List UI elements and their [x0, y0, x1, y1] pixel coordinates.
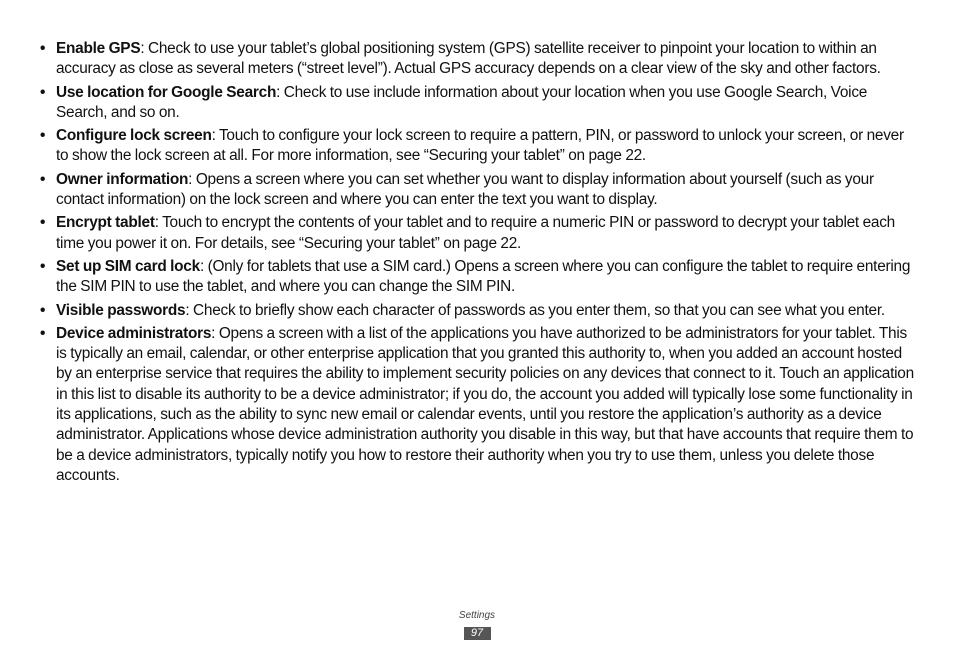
item-description: : Check to use your tablet’s global positioning system (GPS) satellite receiver to pinpoint your location to within an accuracy as close as several meters (“street level”). Actual GPS accuracy depends on a clear view of the sky and other factors.: [56, 40, 881, 78]
bullet-icon: •: [40, 127, 46, 145]
page-number-badge: 97: [464, 627, 491, 640]
item-description: : Opens a screen with a list of the applications you have authorized to be administrators for your tablet. This is typically an email, calendar, or other enterprise application that you granted this authority to, when you added an account hosted by an enterprise service that requires the ability to implement security policies on any devices that connect to it. Touch an application in this list to disable its authority to be a device administrator; if you do, the account you added will typically lose some functionality in its applications, such as the ability to sync new email or calendar events, until you restore the application’s authority as a device administrator. Applications whose device administration authority you disable in this way, but that have accounts that require them to be a device administrators, typically notify you how to restore their authority when you try to use them, unless you delete those accounts.: [56, 324, 914, 484]
document-body: [36, 39, 916, 489]
item-description: : Opens a screen where you can set whether you want to display information about yourself (such as your contact information) on the lock screen and where you can enter the text you want to display.: [56, 170, 874, 209]
bullet-icon: •: [40, 257, 46, 275]
item-term: Set up SIM card lock: [56, 257, 200, 275]
list-item: [36, 257, 916, 298]
bullet-icon: •: [40, 301, 46, 319]
item-description: : Check to use include information about your location when you use Google Search, Voice Search, and so on.: [56, 83, 868, 121]
item-description: : Touch to encrypt the contents of your tablet and to require a numeric PIN or password to decrypt your tablet each time you power it on. For details, see “Securing your tablet” on page 22.: [56, 214, 895, 252]
item-term: Enable GPS: [56, 40, 141, 57]
list-item: [36, 213, 916, 254]
item-term: Use location for Google Search: [56, 83, 277, 101]
list-item: [36, 301, 916, 321]
item-description: : (Only for tablets that use a SIM card.) Opens a screen where you can configure the tablet to require entering the SIM PIN to use the tablet, and where you can change the SIM PIN.: [56, 257, 911, 296]
item-term: Owner information: [56, 170, 189, 188]
list-item: [36, 83, 916, 124]
item-term: Device administrators: [56, 324, 212, 342]
list-item: [36, 39, 916, 80]
bullet-icon: •: [40, 214, 46, 232]
settings-bullet-list: [36, 39, 916, 486]
bullet-icon: •: [40, 170, 46, 188]
section-label: Settings: [458, 610, 496, 621]
item-description: : Check to briefly show each character of passwords as you enter them, so that you can see what you enter.: [185, 301, 885, 319]
item-term: Encrypt tablet: [56, 214, 155, 232]
list-item: [36, 126, 916, 167]
item-term: Configure lock screen: [56, 127, 212, 145]
bullet-icon: •: [40, 40, 46, 57]
bullet-icon: •: [40, 324, 46, 342]
item-description: : Touch to configure your lock screen to require a pattern, PIN, or password to unlock your screen, or never to show the lock screen at all. For more information, see “Securing your tablet” on page 22.: [56, 127, 904, 165]
page-footer: [0, 609, 954, 641]
item-term: Visible passwords: [56, 301, 186, 319]
list-item: [36, 170, 916, 211]
list-item: [36, 324, 916, 486]
bullet-icon: •: [40, 83, 46, 101]
